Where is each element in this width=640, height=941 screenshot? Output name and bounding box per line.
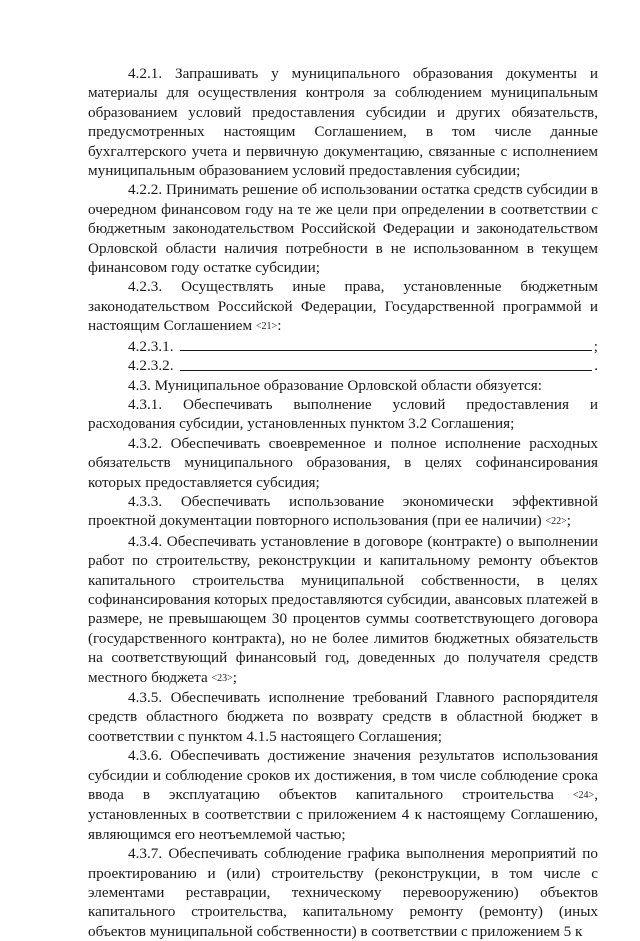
footnote-ref-24: <24> (572, 790, 595, 802)
clause-4-2-1: 4.2.1. Запрашивать у муниципального образования документы и материалы для осуществления контроля за соблюдением муниципальным образованием условий предоставления субсидии и других обязательств, предусмотренных настоящим Соглашением, в том числе данные бухгалтерского учета и первичную документацию, связанные с исполнением муниципальным образованием условий предоставления субсидии; (88, 65, 598, 180)
blank-line-label: 4.2.3.2. (128, 357, 174, 375)
clause-4-3-3 (88, 492, 598, 532)
footnote-ref-22: <22> (545, 516, 567, 528)
document-body (88, 64, 598, 941)
blank-line-4-2-3-1 (88, 337, 598, 356)
footnote-ref-23: <23> (211, 672, 233, 684)
blank-underline (180, 350, 592, 351)
clause-4-3-6-tail: установленных в соответствии с приложением 4 к настоящему Соглашению, являющимся его неотъемлемой частью; (88, 806, 598, 843)
clause-4-3-4 (88, 532, 598, 688)
clause-4-3-7: 4.3.7. Обеспечивать соблюдение графика выполнения мероприятий по проектированию и (или) строительству (реконструкции, в том числе с элементами реставрации, техническому перевооружению) объектов капитального строительства, капитальному ремонту (ремонту) (иных объектов муниципальной собственности) в соответствии с приложением 5 к (88, 845, 598, 940)
footnote-ref-21: <21> (255, 321, 278, 333)
clause-4-3-6-text: 4.3.6. Обеспечивать достижение значения результатов использования субсидии и соблюдение сроков их достижения, в том числе соблюдение срока ввода в эксплуатацию объектов капитального строительства (88, 747, 598, 804)
clause-4-3-2: 4.3.2. Обеспечивать своевременное и полное исполнение расходных обязательств муниципального образования, в целях софинансирования которых предоставляется субсидия; (88, 434, 598, 491)
clause-4-3-1: 4.3.1. Обеспечивать выполнение условий предоставления и расходования субсидии, установленных пунктом 3.2 Соглашения; (88, 395, 598, 433)
blank-line-4-2-3-2 (88, 356, 598, 375)
clause-4-3: 4.3. Муниципальное образование Орловской области обязуется: (128, 376, 542, 394)
blank-line-label: 4.2.3.1. (128, 337, 174, 355)
blank-line-end: . (594, 357, 598, 375)
clause-4-2-3 (88, 277, 598, 336)
clause-4-3-5: 4.3.5. Обеспечивать исполнение требований Главного распорядителя средств областного бюджета по возврату средств в областной бюджет в соответствии с пунктом 4.1.5 настоящего Соглашения; (88, 689, 598, 745)
clause-4-3-3-text: 4.3.3. Обеспечивать использование экономически эффективной проектной документации повторного использования (при ее наличии) (88, 492, 598, 530)
clause-4-3-6 (88, 746, 598, 844)
blank-line-end: ; (593, 337, 598, 355)
clause-4-3-4-end: ; (232, 668, 238, 686)
clause-4-3-6-comma: , (594, 786, 598, 804)
clause-4-2-3-text: 4.2.3. Осуществлять иные права, установленные бюджетным законодательством Российской Федерации, Государственной программой и настоящим Соглашением (88, 278, 598, 335)
clause-4-3-4-text: 4.3.4. Обеспечивать установление в договоре (контракте) о выполнении работ по строительству, реконструкции и капитальному ремонту объектов капитального строительства муниципальной собственности, в целях софинансирования которых предоставляются субсидии, авансовых платежей в размере, не превышающем 30 процентов суммы соответствующего договора (государственного контракта), но не более лимитов бюджетных обязательств на соответствующий финансовый год, доведенных до получателя средств местного бюджета (88, 532, 598, 686)
clause-4-3-3-end: ; (566, 512, 572, 530)
blank-underline (180, 370, 593, 371)
clause-4-2-2: 4.2.2. Принимать решение об использовании остатка средств субсидии в очередном финансовом году на те же цели при определении в соответствии с бюджетным законодательством Российской Федерации и законодательством Орловской области наличия потребности в не использованном в текущем финансовом году остатке субсидии; (88, 181, 598, 277)
clause-4-2-3-colon: : (277, 317, 282, 335)
